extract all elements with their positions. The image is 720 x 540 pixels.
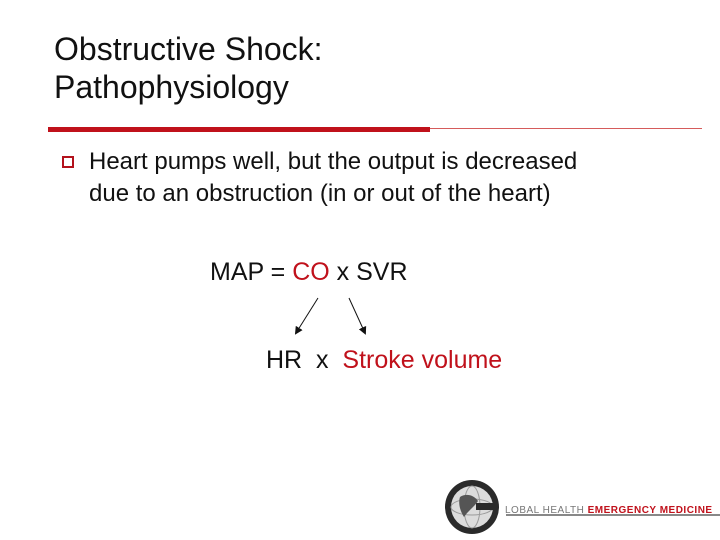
arrow-right-icon: [349, 298, 365, 333]
logo-text-global-health: LOBAL HEALTH: [505, 505, 588, 516]
logo-text: [505, 505, 713, 516]
bullet-line-1: Heart pumps well, but the output is decreased: [89, 148, 578, 175]
stroke-volume-term: Stroke volume: [342, 346, 503, 374]
co-term: CO: [292, 258, 330, 286]
title-line-2: Pathophysiology: [54, 69, 289, 105]
logo-text-emergency-medicine: EMERGENCY MEDICINE: [587, 505, 713, 516]
svr-suffix: x SVR: [329, 258, 408, 286]
title-line-1: Obstructive Shock:: [54, 31, 323, 67]
bullet-line-2: due to an obstruction (in or out of the heart): [89, 180, 551, 207]
hr-prefix: HR x: [266, 346, 343, 374]
co-expansion: [266, 346, 502, 375]
arrow-left-icon: [296, 298, 318, 333]
map-prefix: MAP =: [210, 258, 293, 286]
